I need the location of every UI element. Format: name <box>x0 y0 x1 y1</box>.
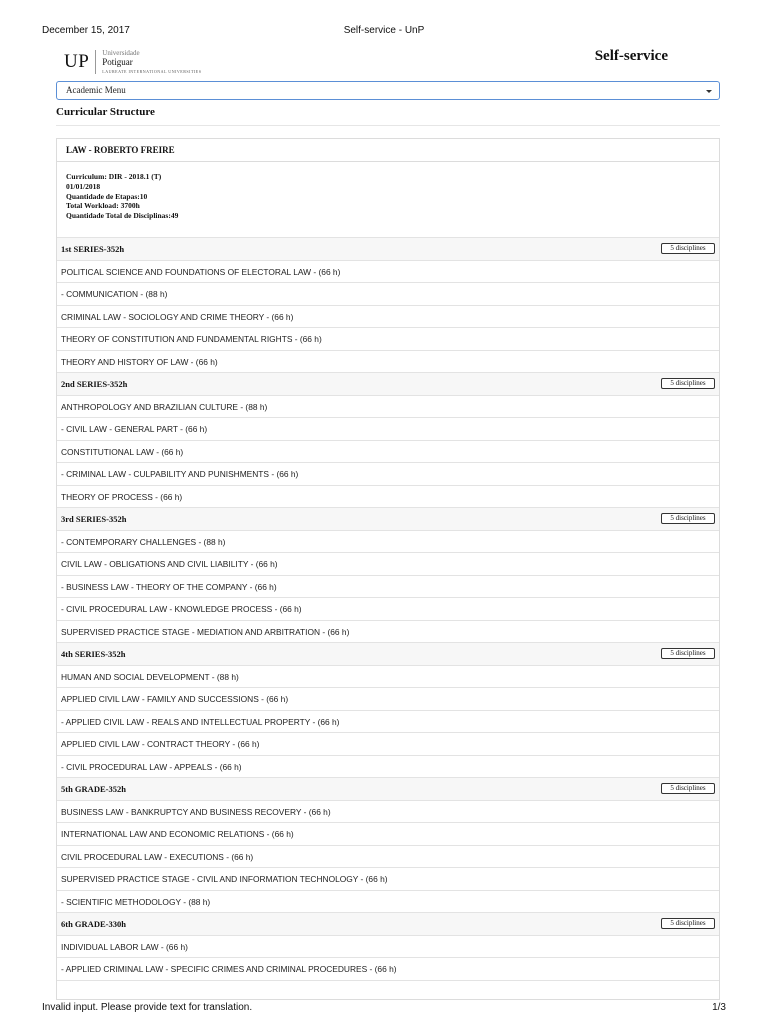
discipline-row <box>57 867 719 890</box>
discipline-row <box>57 665 719 688</box>
print-header <box>42 25 726 39</box>
logo-mark: UP <box>64 51 90 72</box>
disciplines-badge[interactable]: 5 disciplines <box>661 918 715 929</box>
discipline-name: - SCIENTIFIC METHODOLOGY - (88 h) <box>61 896 211 907</box>
curriculum-panel <box>56 138 720 1000</box>
discipline-row <box>57 710 719 733</box>
series-name: 5th GRADE-352h <box>61 784 126 794</box>
total-workload: Total Workload: 3700h <box>66 201 140 211</box>
logo-line-2: Potiguar <box>102 56 133 67</box>
discipline-name: - CRIMINAL LAW - CULPABILITY AND PUNISHMENTS - (66 h) <box>61 469 299 479</box>
discipline-row <box>57 350 719 373</box>
print-page-title: Self-service - UnP <box>343 25 425 36</box>
series-header <box>57 372 719 395</box>
series-header <box>57 642 719 665</box>
logo-line-3: LAUREATE INTERNATIONAL UNIVERSITIES <box>102 68 202 74</box>
print-date: December 15, 2017 <box>42 25 130 36</box>
discipline-row <box>57 890 719 913</box>
logo-text <box>102 49 201 76</box>
discipline-row <box>57 327 719 350</box>
curriculum-date: 01/01/2018 <box>66 181 101 191</box>
university-logo[interactable] <box>64 50 201 74</box>
logo-divider <box>95 50 96 74</box>
discipline-name: SUPERVISED PRACTICE STAGE - CIVIL AND INFORMATION TECHNOLOGY - (66 h) <box>61 874 388 884</box>
chevron-down-icon <box>706 90 712 93</box>
discipline-name: HUMAN AND SOCIAL DEVELOPMENT - (88 h) <box>61 671 239 682</box>
site-title: Self-service <box>594 48 668 64</box>
footer-message: Invalid input. Please provide text for translation. <box>42 1002 253 1013</box>
disciplines-badge[interactable]: 5 disciplines <box>661 783 715 794</box>
series-name: 1st SERIES-352h <box>61 244 125 254</box>
discipline-row <box>57 935 719 958</box>
discipline-name: CRIMINAL LAW - SOCIOLOGY AND CRIME THEORY - (66 h) <box>61 311 294 322</box>
series-name: 3rd SERIES-352h <box>61 514 127 524</box>
discipline-row <box>57 485 719 508</box>
page-number: 1/3 <box>712 1002 726 1013</box>
discipline-name: - APPLIED CRIMINAL LAW - SPECIFIC CRIMES AND CRIMINAL PROCEDURES - (66 h) <box>61 964 397 974</box>
discipline-name: - CIVIL PROCEDURAL LAW - KNOWLEDGE PROCESS - (66 h) <box>61 604 302 614</box>
discipline-name: - APPLIED CIVIL LAW - REALS AND INTELLECTUAL PROPERTY - (66 h) <box>61 716 340 727</box>
discipline-name: CIVIL LAW - OBLIGATIONS AND CIVIL LIABILITY - (66 h) <box>61 559 278 569</box>
discipline-row <box>57 440 719 463</box>
series-name: 4th SERIES-352h <box>61 649 126 659</box>
series-header <box>57 237 719 260</box>
disciplines-badge[interactable]: 5 disciplines <box>661 513 715 524</box>
logo-line-1: Universidade <box>102 48 140 57</box>
discipline-row <box>57 822 719 845</box>
discipline-row <box>57 282 719 305</box>
discipline-row <box>57 462 719 485</box>
page-title: Curricular Structure <box>56 106 155 118</box>
discipline-name: APPLIED CIVIL LAW - CONTRACT THEORY - (66 h) <box>61 739 260 749</box>
discipline-name: - BUSINESS LAW - THEORY OF THE COMPANY - (66 h) <box>61 581 277 592</box>
discipline-name: CIVIL PROCEDURAL LAW - EXECUTIONS - (66 h) <box>61 851 254 862</box>
discipline-row <box>57 845 719 868</box>
disciplines-badge[interactable]: 5 disciplines <box>661 243 715 254</box>
discipline-row <box>57 530 719 553</box>
discipline-name: THEORY OF CONSTITUTION AND FUNDAMENTAL RIGHTS - (66 h) <box>61 334 322 344</box>
discipline-row <box>57 260 719 283</box>
discipline-row <box>57 417 719 440</box>
discipline-row <box>57 980 719 1001</box>
disciplines-badge[interactable]: 5 disciplines <box>661 648 715 659</box>
discipline-name: POLITICAL SCIENCE AND FOUNDATIONS OF ELECTORAL LAW - (66 h) <box>61 266 341 277</box>
discipline-row <box>57 957 719 980</box>
discipline-name: THEORY OF PROCESS - (66 h) <box>61 491 183 502</box>
discipline-name: - COMMUNICATION - (88 h) <box>61 289 168 299</box>
series-header <box>57 912 719 935</box>
discipline-row <box>57 395 719 418</box>
discipline-row <box>57 305 719 328</box>
stage-count: Quantidade de Etapas:10 <box>66 191 148 201</box>
discipline-row <box>57 800 719 823</box>
discipline-row <box>57 575 719 598</box>
discipline-name: - CIVIL PROCEDURAL LAW - APPEALS - (66 h) <box>61 761 242 772</box>
series-name: 2nd SERIES-352h <box>61 379 128 389</box>
discipline-name: INTERNATIONAL LAW AND ECONOMIC RELATIONS - (66 h) <box>61 829 294 839</box>
discipline-name: ANTHROPOLOGY AND BRAZILIAN CULTURE - (88 h) <box>61 401 268 412</box>
discipline-name: SUPERVISED PRACTICE STAGE - MEDIATION AND ARBITRATION - (66 h) <box>61 626 350 637</box>
discipline-name: - CONTEMPORARY CHALLENGES - (88 h) <box>61 536 226 547</box>
course-title: LAW - ROBERTO FREIRE <box>57 139 719 162</box>
site-header <box>56 46 722 78</box>
heading-divider <box>56 125 720 126</box>
series-header <box>57 777 719 800</box>
discipline-row <box>57 552 719 575</box>
academic-menu-select[interactable] <box>56 81 720 100</box>
discipline-row <box>57 687 719 710</box>
discipline-row <box>57 597 719 620</box>
disciplines-badge[interactable]: 5 disciplines <box>661 378 715 389</box>
discipline-name: BUSINESS LAW - BANKRUPTCY AND BUSINESS RECOVERY - (66 h) <box>61 806 331 817</box>
series-header <box>57 507 719 530</box>
total-disciplines: Quantidade Total de Disciplinas:49 <box>66 211 179 221</box>
discipline-name: APPLIED CIVIL LAW - FAMILY AND SUCCESSIONS - (66 h) <box>61 694 289 704</box>
academic-menu-selected: Academic Menu <box>66 85 126 95</box>
discipline-name: THEORY AND HISTORY OF LAW - (66 h) <box>61 356 218 367</box>
discipline-name: - CIVIL LAW - GENERAL PART - (66 h) <box>61 424 208 434</box>
discipline-name: INDIVIDUAL LABOR LAW - (66 h) <box>61 941 188 952</box>
discipline-row <box>57 755 719 778</box>
discipline-name: CONSTITUTIONAL LAW - (66 h) <box>61 446 184 457</box>
curriculum-code: Curriculum: DIR - 2018.1 (T) <box>66 172 162 181</box>
series-name: 6th GRADE-330h <box>61 919 126 929</box>
discipline-row <box>57 732 719 755</box>
print-footer <box>42 1002 726 1016</box>
discipline-row <box>57 620 719 643</box>
curriculum-info <box>57 162 719 237</box>
